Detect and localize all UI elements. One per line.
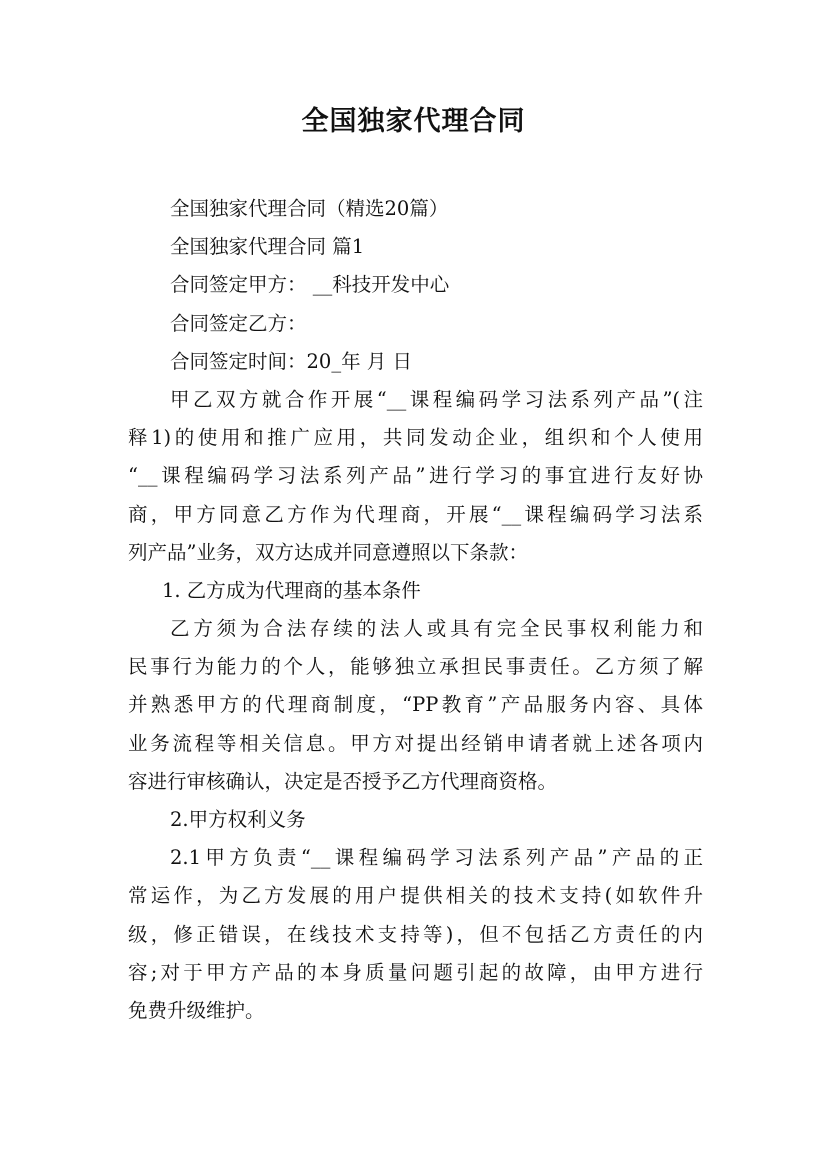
doc-line-intro-5: 列产品”业务，双方达成并同意遵照以下条款： <box>128 540 528 564</box>
doc-line-clause-1-5: 容进行审核确认，决定是否授予乙方代理商资格。 <box>128 769 558 793</box>
doc-line-clause-2-1-d: 容;对于甲方产品的本身质量问题引起的故障，由甲方进行 <box>128 960 703 984</box>
doc-line-clause-2-1-e: 免费升级维护。 <box>128 998 265 1022</box>
doc-line-clause-1-2: 民事行为能力的个人，能够独立承担民事责任。乙方须了解 <box>128 655 703 679</box>
doc-line-subtitle: 全国独家代理合同（精选20篇） <box>170 197 449 220</box>
document-body <box>128 190 703 1030</box>
doc-line-intro-4: 商，甲方同意乙方作为代理商，开展“__课程编码学习法系 <box>128 502 703 526</box>
doc-line-clause-1-1: 乙方须为合法存续的法人或具有完全民事权利能力和 <box>170 617 703 641</box>
doc-line-signing-date: 合同签定时间：20_年 月 日 <box>170 349 412 373</box>
doc-line-section-heading: 全国独家代理合同 篇1 <box>170 235 365 259</box>
doc-line-clause-2-1-a: 2.1甲方负责“__课程编码学习法系列产品”产品的正 <box>170 846 703 870</box>
doc-line-intro-2: 释1)的使用和推广应用，共同发动企业，组织和个人使用 <box>128 426 703 450</box>
doc-line-intro-1: 甲乙双方就合作开展“__课程编码学习法系列产品”(注 <box>170 387 703 411</box>
doc-line-clause-2-1-c: 级，修正错误，在线技术支持等)，但不包括乙方责任的内 <box>128 922 703 946</box>
doc-line-clause-2-1-b: 常运作，为乙方发展的用户提供相关的技术支持(如软件升 <box>128 884 703 908</box>
doc-line-party-b: 合同签定乙方： <box>170 311 307 335</box>
doc-line-intro-3: “__课程编码学习法系列产品”进行学习的事宜进行友好协 <box>128 464 703 488</box>
doc-line-clause-1-4: 业务流程等相关信息。甲方对提出经销申请者就上述各项内 <box>128 731 703 755</box>
doc-line-clause-2-heading: 2.甲方权利义务 <box>170 808 306 831</box>
doc-line-clause-1-heading: 1. 乙方成为代理商的基本条件 <box>162 578 421 602</box>
document-title: 全国独家代理合同 <box>301 106 526 137</box>
doc-line-party-a: 合同签定甲方： __科技开发中心 <box>170 273 450 297</box>
doc-line-clause-1-3: 并熟悉甲方的代理商制度，“PP教育”产品服务内容、具体 <box>128 693 703 717</box>
